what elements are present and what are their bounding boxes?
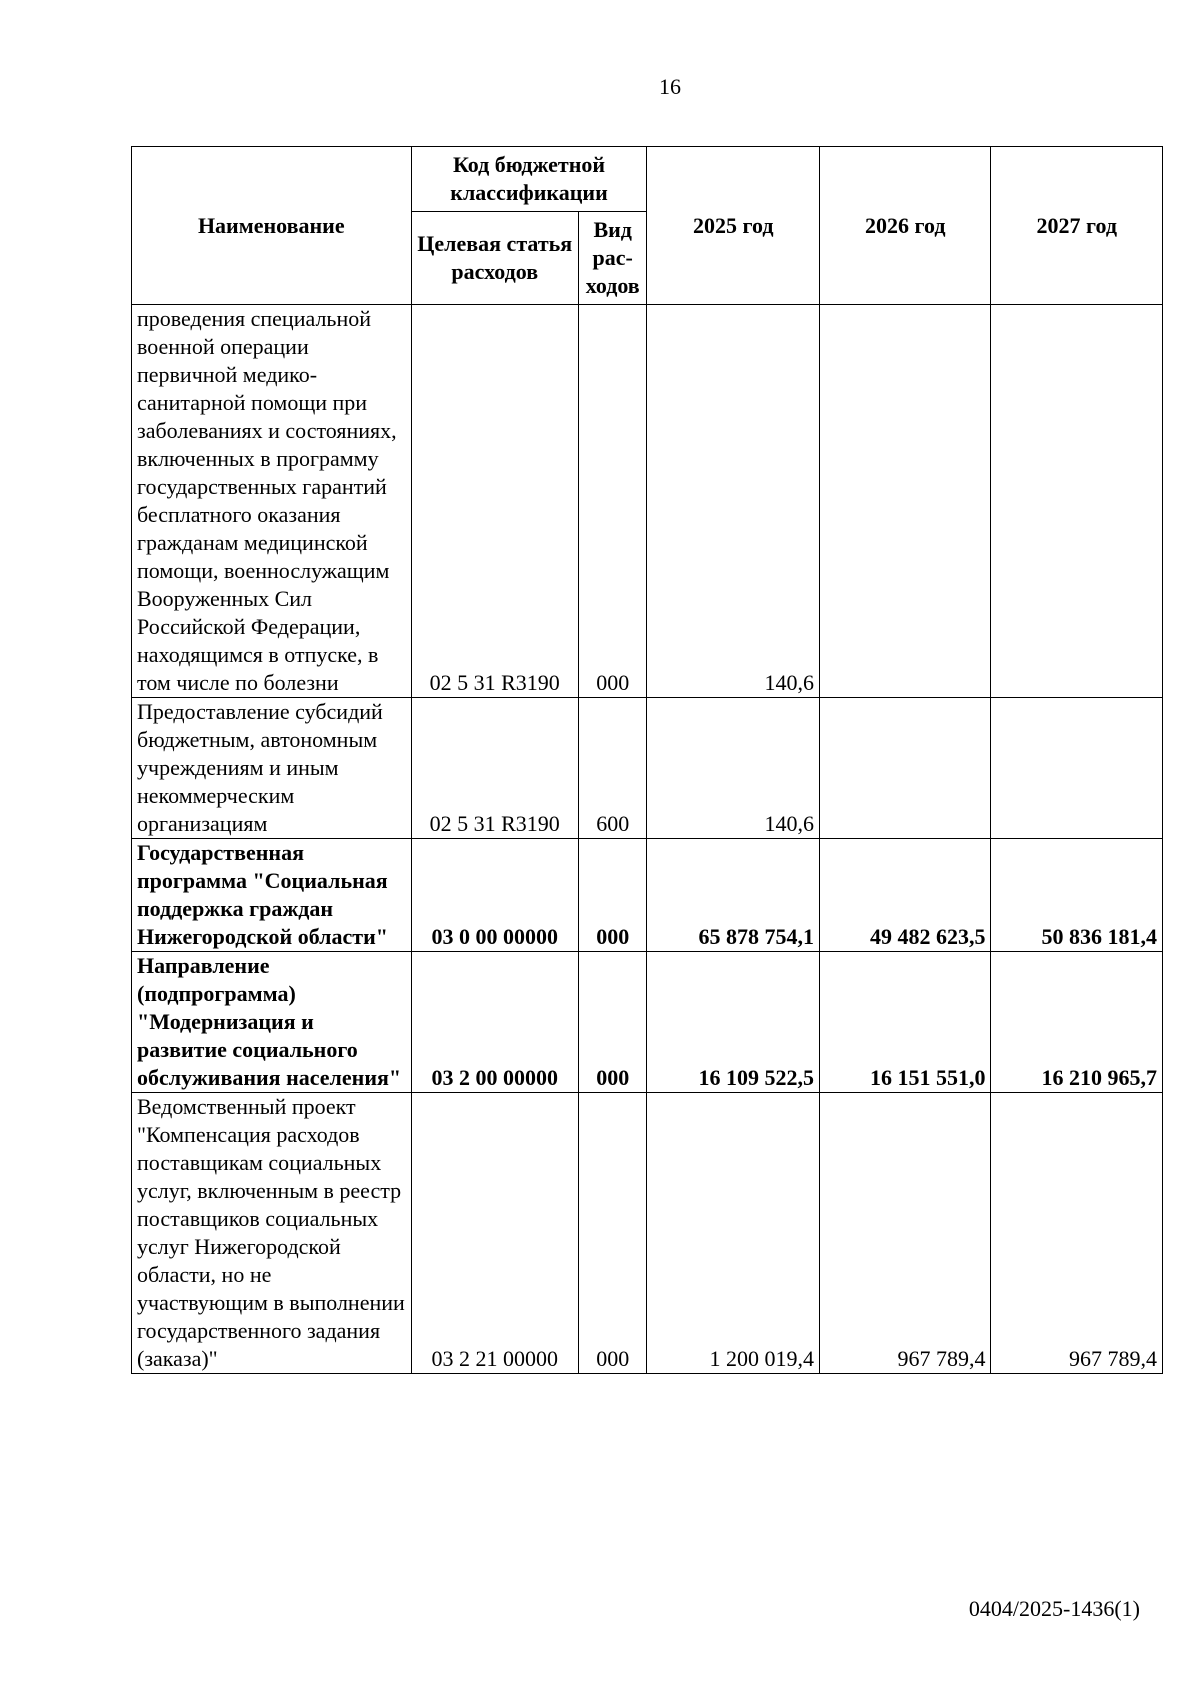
table-row <box>132 1093 1163 1374</box>
row-2026: 16 151 551,0 <box>820 952 991 1093</box>
header-budget-code: Код бюджетной классификации <box>411 147 647 212</box>
table-row <box>132 839 1163 952</box>
row-2027 <box>991 305 1163 698</box>
row-2026 <box>820 698 991 839</box>
row-expense-type: 000 <box>578 305 647 698</box>
row-2025: 16 109 522,5 <box>647 952 820 1093</box>
row-2026 <box>820 305 991 698</box>
page-number: 16 <box>659 74 681 99</box>
row-expense-type: 000 <box>578 839 647 952</box>
row-2027: 50 836 181,4 <box>991 839 1163 952</box>
header-name: Наименование <box>132 147 412 305</box>
row-2026: 49 482 623,5 <box>820 839 991 952</box>
header-expense-type: Вид рас-ходов <box>578 212 647 305</box>
row-name: Государственная программа "Социальная поддержка граждан Нижегородской области" <box>132 839 412 952</box>
row-target-article: 03 2 21 00000 <box>411 1093 578 1374</box>
table-row <box>132 698 1163 839</box>
header-2026: 2026 год <box>820 147 991 305</box>
row-name: Предоставление субсидий бюджетным, автономным учреждениям и иным некоммерческим организациям <box>132 698 412 839</box>
row-2025: 65 878 754,1 <box>647 839 820 952</box>
row-2027: 967 789,4 <box>991 1093 1163 1374</box>
header-row <box>132 147 1163 212</box>
budget-table <box>131 146 1163 1374</box>
row-2026: 967 789,4 <box>820 1093 991 1374</box>
row-2025: 140,6 <box>647 305 820 698</box>
row-target-article: 03 2 00 00000 <box>411 952 578 1093</box>
header-2025: 2025 год <box>647 147 820 305</box>
row-expense-type: 600 <box>578 698 647 839</box>
row-target-article: 02 5 31 R3190 <box>411 305 578 698</box>
header-target-article: Целевая статья расходов <box>411 212 578 305</box>
row-name: Направление (подпрограмма) "Модернизация и развитие социального обслуживания населения" <box>132 952 412 1093</box>
row-2027 <box>991 698 1163 839</box>
row-name: проведения специальной военной операции первичной медико-санитарной помощи при заболеваниях и состояниях, включенных в программу государственных гарантий бесплатного оказания гражданам медицинской помощи, военнослужащим Вооруженных Сил Российской Федерации, находящимся в отпуске, в том числе по болезни <box>132 305 412 698</box>
document-id: 0404/2025-1436(1) <box>968 1596 1140 1621</box>
table-row <box>132 305 1163 698</box>
row-expense-type: 000 <box>578 952 647 1093</box>
row-2027: 16 210 965,7 <box>991 952 1163 1093</box>
row-target-article: 03 0 00 00000 <box>411 839 578 952</box>
row-target-article: 02 5 31 R3190 <box>411 698 578 839</box>
header-2027: 2027 год <box>991 147 1163 305</box>
row-expense-type: 000 <box>578 1093 647 1374</box>
row-name: Ведомственный проект "Компенсация расходов поставщикам социальных услуг, включенным в реестр поставщиков социальных услуг Нижегородской области, но не участвующим в выполнении государственного задания (заказа)" <box>132 1093 412 1374</box>
table-row <box>132 952 1163 1093</box>
row-2025: 1 200 019,4 <box>647 1093 820 1374</box>
row-2025: 140,6 <box>647 698 820 839</box>
